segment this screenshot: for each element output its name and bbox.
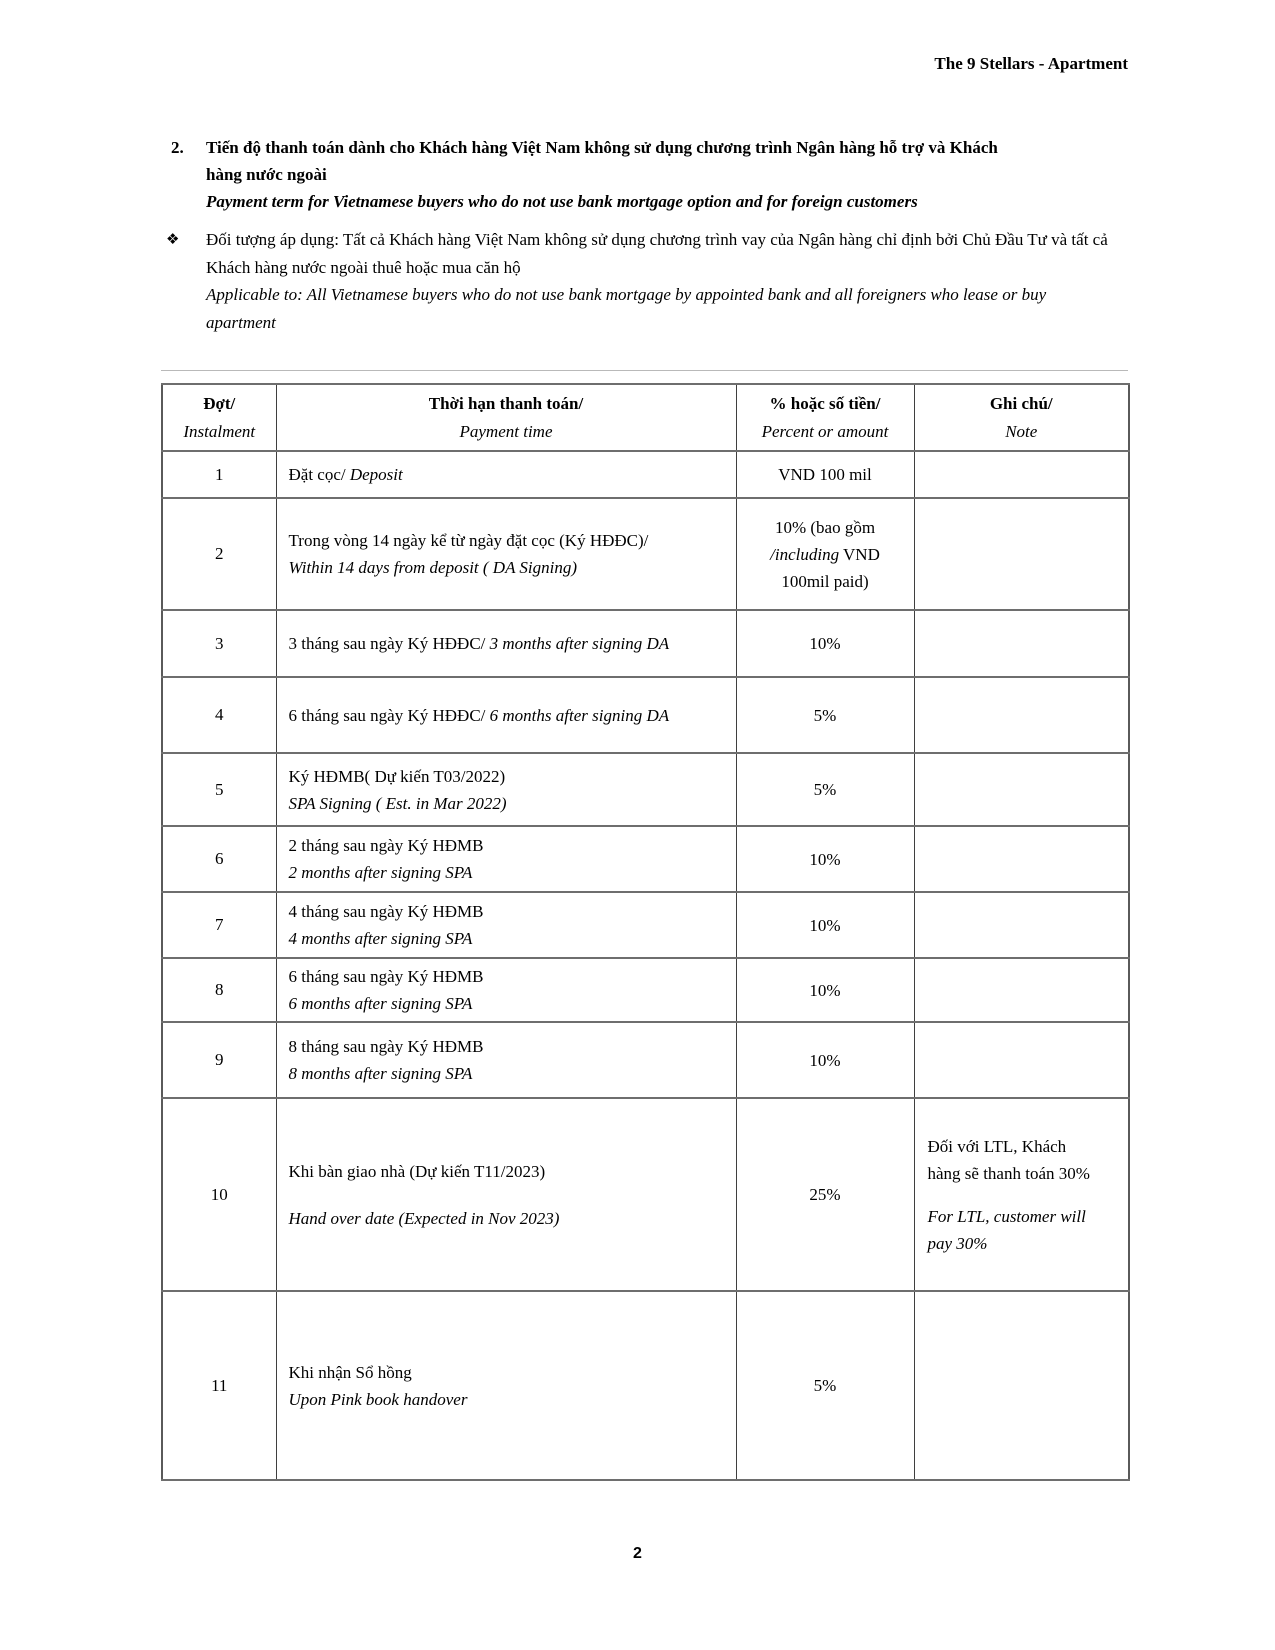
- note-cell: [914, 610, 1129, 677]
- applicability-body: [206, 226, 1118, 336]
- payment-time-vietnamese: Khi nhận Sổ hồng: [288, 1362, 412, 1382]
- percent-line-2-italic: /including: [770, 544, 840, 564]
- document-title-header: The 9 Stellars - Apartment: [934, 54, 1128, 73]
- page-number: 2: [633, 1545, 642, 1562]
- payment-time-english: Within 14 days from deposit ( DA Signing): [288, 558, 578, 577]
- instalment-header-english: Instalment: [183, 421, 256, 441]
- instalment-cell: 3: [162, 610, 276, 677]
- instalment-cell: 7: [162, 892, 276, 958]
- payment-schedule-table: [161, 383, 1130, 1481]
- payment-time-english: SPA Signing ( Est. in Mar 2022): [288, 793, 507, 813]
- percent-header-cell: [736, 384, 914, 451]
- table-row-8: [162, 958, 1129, 1022]
- percent-cell: 10%: [736, 1022, 914, 1098]
- note-cell: [914, 826, 1129, 892]
- payment-time-english: Upon Pink book handover: [288, 1389, 468, 1409]
- percent-line-1: 10% (bao gồm: [774, 517, 876, 537]
- payment-time-english: 2 months after signing SPA: [288, 863, 473, 882]
- payment-time-vietnamese: Ký HĐMB( Dự kiến T03/2022): [288, 766, 506, 786]
- percent-cell: 5%: [736, 1291, 914, 1480]
- section-title-english: Payment term for Vietnamese buyers who do not use bank mortgage option and for foreign customers: [206, 192, 918, 211]
- instalment-cell: 1: [162, 451, 276, 498]
- note-header-vietnamese: Ghi chú/: [989, 393, 1053, 413]
- payment-time-header-english: Payment time: [459, 421, 553, 441]
- table-row-7: [162, 892, 1129, 958]
- payment-time-cell: [276, 1291, 736, 1480]
- percent-cell: 10%: [736, 958, 914, 1022]
- percent-cell: VND 100 mil: [736, 451, 914, 498]
- note-header-cell: [914, 384, 1129, 451]
- payment-time-english: 4 months after signing SPA: [288, 929, 473, 948]
- percent-header-english: Percent or amount: [761, 421, 889, 441]
- note-vietnamese: Đối với LTL, Khách hàng sẽ thanh toán 30%: [927, 1136, 1090, 1183]
- section-heading-body: [206, 134, 1036, 215]
- note-cell: [914, 1022, 1129, 1098]
- percent-header-vietnamese: % hoặc số tiền/: [769, 393, 881, 413]
- note-cell: [914, 498, 1129, 610]
- payment-time-english: 8 months after signing SPA: [288, 1064, 473, 1083]
- percent-cell: 10%: [736, 892, 914, 958]
- note-cell: [914, 753, 1129, 826]
- instalment-cell: 8: [162, 958, 276, 1022]
- instalment-cell: 11: [162, 1291, 276, 1480]
- payment-time-english: Hand over date (Expected in Nov 2023): [288, 1208, 560, 1228]
- percent-cell: 5%: [736, 677, 914, 753]
- section-number: 2.: [171, 138, 184, 157]
- instalment-cell: 2: [162, 498, 276, 610]
- payment-time-cell: [276, 498, 736, 610]
- instalment-cell: 4: [162, 677, 276, 753]
- table-row-4: [162, 677, 1129, 753]
- instalment-header-cell: [162, 384, 276, 451]
- instalment-header-vietnamese: Đợt/: [203, 393, 236, 413]
- note-english: For LTL, customer will pay 30%: [927, 1206, 1086, 1253]
- payment-time-vietnamese: 2 tháng sau ngày Ký HĐMB: [288, 836, 484, 855]
- percent-line-3: 100mil paid): [781, 571, 869, 591]
- section-title-vietnamese: Tiến độ thanh toán dành cho Khách hàng Việt Nam không sử dụng chương trình Ngân hàng hỗ trợ và Khách hàng nước ngoài: [206, 138, 998, 184]
- payment-time-cell: [276, 958, 736, 1022]
- payment-time-vietnamese: Đặt cọc/: [288, 465, 346, 484]
- table-row-10: [162, 1098, 1129, 1291]
- table-row-2: [162, 498, 1129, 610]
- table-row-9: [162, 1022, 1129, 1098]
- payment-time-cell: [276, 753, 736, 826]
- payment-time-vietnamese: 8 tháng sau ngày Ký HĐMB: [288, 1037, 484, 1056]
- payment-time-cell: [276, 451, 736, 498]
- payment-time-cell: [276, 1022, 736, 1098]
- table-row-5: [162, 753, 1129, 826]
- percent-cell: 5%: [736, 753, 914, 826]
- table-header-row: [162, 384, 1129, 451]
- percent-cell: 10%: [736, 610, 914, 677]
- payment-time-english: 3 months after signing DA: [489, 634, 670, 653]
- payment-time-vietnamese: 6 tháng sau ngày Ký HĐMB: [288, 967, 484, 986]
- table-row-11: [162, 1291, 1129, 1480]
- payment-time-cell: [276, 1098, 736, 1291]
- applicability-english: Applicable to: All Vietnamese buyers who do not use bank mortgage by appointed bank and all foreigners who lease or buy apartment: [206, 285, 1047, 332]
- section-heading: [171, 134, 1036, 215]
- note-cell: [914, 1098, 1129, 1291]
- percent-cell: 10%: [736, 826, 914, 892]
- diamond-bullet-icon: ❖: [166, 230, 180, 248]
- note-cell: [914, 1291, 1129, 1480]
- horizontal-rule: [161, 370, 1128, 371]
- note-header-english: Note: [1005, 421, 1038, 441]
- payment-time-cell: [276, 677, 736, 753]
- payment-time-cell: [276, 610, 736, 677]
- payment-time-english: 6 months after signing DA: [489, 705, 670, 725]
- table-row-1: [162, 451, 1129, 498]
- payment-time-vietnamese: 6 tháng sau ngày Ký HĐĐC/: [288, 705, 486, 725]
- note-cell: [914, 677, 1129, 753]
- payment-time-vietnamese: Khi bàn giao nhà (Dự kiến T11/2023): [288, 1161, 546, 1181]
- percent-line-2-rest: VND: [839, 544, 880, 564]
- payment-time-cell: [276, 826, 736, 892]
- payment-time-vietnamese: 4 tháng sau ngày Ký HĐMB: [288, 902, 484, 921]
- percent-cell: 25%: [736, 1098, 914, 1291]
- percent-cell: [736, 498, 914, 610]
- applicability-vietnamese: Đối tượng áp dụng: Tất cả Khách hàng Việt Nam không sử dụng chương trình vay của Ngân hàng chỉ định bởi Chủ Đầu Tư và tất cả Khách hàng nước ngoài thuê hoặc mua căn hộ: [206, 230, 1108, 277]
- payment-time-english: Deposit: [349, 465, 403, 484]
- applicability-paragraph: [166, 226, 1118, 336]
- payment-time-header-cell: [276, 384, 736, 451]
- instalment-cell: 6: [162, 826, 276, 892]
- instalment-cell: 5: [162, 753, 276, 826]
- payment-time-header-vietnamese: Thời hạn thanh toán/: [428, 393, 584, 413]
- payment-time-english: 6 months after signing SPA: [288, 994, 473, 1013]
- table-row-3: [162, 610, 1129, 677]
- note-cell: [914, 892, 1129, 958]
- instalment-cell: 10: [162, 1098, 276, 1291]
- payment-time-vietnamese: Trong vòng 14 ngày kể từ ngày đặt cọc (Ký HĐĐC)/: [288, 531, 649, 550]
- payment-time-vietnamese: 3 tháng sau ngày Ký HĐĐC/: [288, 634, 486, 653]
- payment-time-cell: [276, 892, 736, 958]
- note-cell: [914, 451, 1129, 498]
- note-cell: [914, 958, 1129, 1022]
- percent-line-2: [743, 541, 908, 568]
- table-row-6: [162, 826, 1129, 892]
- instalment-cell: 9: [162, 1022, 276, 1098]
